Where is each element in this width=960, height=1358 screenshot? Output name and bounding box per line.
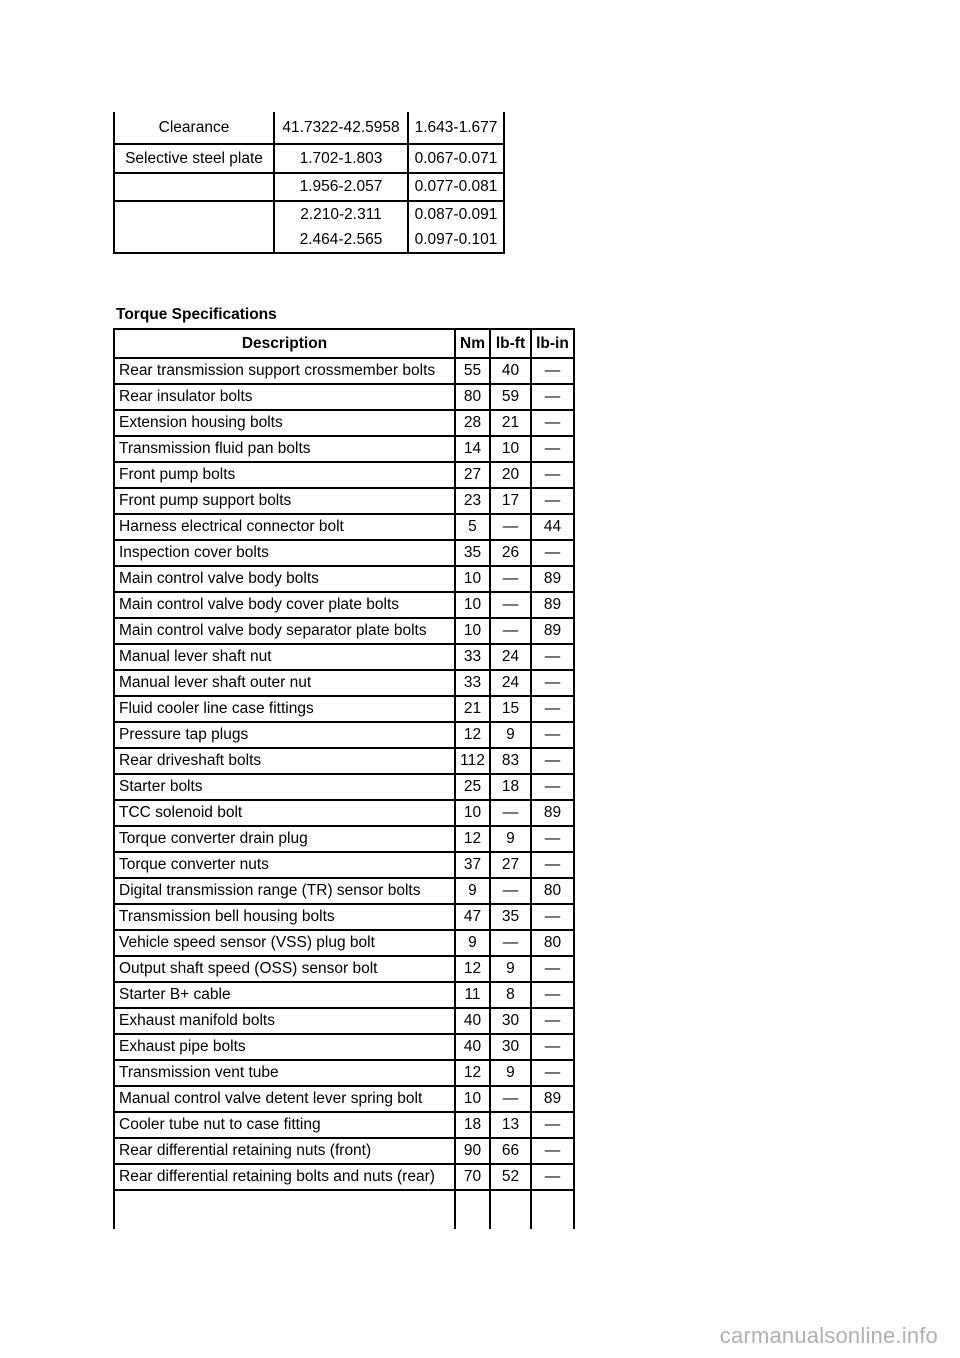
description-cell: Inspection cover bolts <box>114 540 455 566</box>
description-cell: Torque converter nuts <box>114 852 455 878</box>
clearance-row <box>114 227 504 253</box>
table-row <box>114 1138 574 1164</box>
lb-in-cell: — <box>531 1034 574 1060</box>
description-cell: Rear insulator bolts <box>114 384 455 410</box>
lb-in-cell: — <box>531 696 574 722</box>
table-row <box>114 618 574 644</box>
nm-cell: 70 <box>455 1164 490 1190</box>
lb-ft-cell: 66 <box>490 1138 531 1164</box>
description-cell: Main control valve body bolts <box>114 566 455 592</box>
lb-in-cell: — <box>531 358 574 384</box>
lb-in-cell: — <box>531 670 574 696</box>
empty-cell <box>455 1190 490 1229</box>
table-row <box>114 566 574 592</box>
lb-in-cell: — <box>531 748 574 774</box>
lb-in-cell: — <box>531 488 574 514</box>
nm-cell: 23 <box>455 488 490 514</box>
description-cell: Digital transmission range (TR) sensor bolts <box>114 878 455 904</box>
lb-ft-cell: 8 <box>490 982 531 1008</box>
table-row <box>114 384 574 410</box>
lb-in-cell: — <box>531 462 574 488</box>
description-cell: Exhaust pipe bolts <box>114 1034 455 1060</box>
torque-specifications-title: Torque Specifications <box>116 306 277 323</box>
table-row <box>114 852 574 878</box>
lb-ft-cell: 15 <box>490 696 531 722</box>
nm-cell: 112 <box>455 748 490 774</box>
lb-ft-cell: 83 <box>490 748 531 774</box>
table-row <box>114 592 574 618</box>
empty-trailing-row <box>114 1190 574 1229</box>
lb-in-cell: — <box>531 956 574 982</box>
clearance-label-cell <box>114 201 274 227</box>
lb-ft-cell: — <box>490 800 531 826</box>
clearance-in-cell: 0.087-0.091 <box>408 201 504 227</box>
lb-in-cell: — <box>531 982 574 1008</box>
lb-in-cell: 89 <box>531 618 574 644</box>
empty-cell <box>531 1190 574 1229</box>
lb-ft-cell: — <box>490 878 531 904</box>
clearance-table <box>113 112 505 254</box>
description-cell: Vehicle speed sensor (VSS) plug bolt <box>114 930 455 956</box>
table-row <box>114 358 574 384</box>
header-lb-in: lb-in <box>531 329 574 358</box>
nm-cell: 55 <box>455 358 490 384</box>
empty-cell <box>490 1190 531 1229</box>
header-description: Description <box>114 329 455 358</box>
lb-in-cell: — <box>531 1138 574 1164</box>
description-cell: Starter bolts <box>114 774 455 800</box>
lb-ft-cell: 30 <box>490 1034 531 1060</box>
table-row <box>114 1034 574 1060</box>
description-cell: Extension housing bolts <box>114 410 455 436</box>
nm-cell: 28 <box>455 410 490 436</box>
description-cell: Fluid cooler line case fittings <box>114 696 455 722</box>
clearance-in-cell: 0.067-0.071 <box>408 144 504 173</box>
lb-in-cell: — <box>531 384 574 410</box>
table-row <box>114 982 574 1008</box>
description-cell: Transmission fluid pan bolts <box>114 436 455 462</box>
description-cell: Rear driveshaft bolts <box>114 748 455 774</box>
nm-cell: 33 <box>455 670 490 696</box>
clearance-row <box>114 144 504 173</box>
nm-cell: 9 <box>455 878 490 904</box>
nm-cell: 10 <box>455 566 490 592</box>
description-cell: Transmission vent tube <box>114 1060 455 1086</box>
clearance-mm-cell: 1.956-2.057 <box>274 173 408 201</box>
clearance-in-cell: 0.097-0.101 <box>408 227 504 253</box>
clearance-mm-cell: 2.464-2.565 <box>274 227 408 253</box>
table-row <box>114 540 574 566</box>
lb-ft-cell: 20 <box>490 462 531 488</box>
lb-in-cell: 89 <box>531 1086 574 1112</box>
description-cell: Cooler tube nut to case fitting <box>114 1112 455 1138</box>
header-lb-ft: lb-ft <box>490 329 531 358</box>
table-header-row <box>114 329 574 358</box>
lb-in-cell: — <box>531 722 574 748</box>
lb-ft-cell: 30 <box>490 1008 531 1034</box>
lb-in-cell: — <box>531 826 574 852</box>
nm-cell: 35 <box>455 540 490 566</box>
clearance-label-cell <box>114 173 274 201</box>
lb-in-cell: — <box>531 1112 574 1138</box>
nm-cell: 10 <box>455 1086 490 1112</box>
empty-cell <box>114 1190 455 1229</box>
lb-ft-cell: 17 <box>490 488 531 514</box>
lb-ft-cell: 40 <box>490 358 531 384</box>
lb-ft-cell: 21 <box>490 410 531 436</box>
table-row <box>114 436 574 462</box>
nm-cell: 37 <box>455 852 490 878</box>
torque-specifications-table <box>113 328 575 1229</box>
description-cell: Torque converter drain plug <box>114 826 455 852</box>
clearance-mm-cell: 1.702-1.803 <box>274 144 408 173</box>
table-row <box>114 488 574 514</box>
nm-cell: 10 <box>455 800 490 826</box>
nm-cell: 10 <box>455 618 490 644</box>
description-cell: Manual lever shaft outer nut <box>114 670 455 696</box>
table-row <box>114 748 574 774</box>
lb-in-cell: — <box>531 774 574 800</box>
description-cell: Main control valve body cover plate bolts <box>114 592 455 618</box>
lb-in-cell: 80 <box>531 878 574 904</box>
table-row <box>114 1008 574 1034</box>
lb-in-cell: — <box>531 1008 574 1034</box>
description-cell: TCC solenoid bolt <box>114 800 455 826</box>
lb-ft-cell: 10 <box>490 436 531 462</box>
lb-in-cell: — <box>531 1060 574 1086</box>
table-row <box>114 1164 574 1190</box>
nm-cell: 47 <box>455 904 490 930</box>
table-row <box>114 774 574 800</box>
nm-cell: 14 <box>455 436 490 462</box>
description-cell: Rear differential retaining nuts (front) <box>114 1138 455 1164</box>
lb-ft-cell: 26 <box>490 540 531 566</box>
clearance-label-cell: Clearance <box>114 112 274 144</box>
table-row <box>114 1086 574 1112</box>
table-row <box>114 514 574 540</box>
nm-cell: 12 <box>455 956 490 982</box>
table-row <box>114 904 574 930</box>
lb-ft-cell: — <box>490 592 531 618</box>
lb-in-cell: 44 <box>531 514 574 540</box>
clearance-mm-cell: 2.210-2.311 <box>274 201 408 227</box>
lb-ft-cell: 24 <box>490 644 531 670</box>
nm-cell: 80 <box>455 384 490 410</box>
table-row <box>114 722 574 748</box>
description-cell: Main control valve body separator plate bolts <box>114 618 455 644</box>
lb-in-cell: — <box>531 1164 574 1190</box>
table-row <box>114 878 574 904</box>
lb-ft-cell: — <box>490 618 531 644</box>
table-row <box>114 1112 574 1138</box>
lb-in-cell: 89 <box>531 800 574 826</box>
description-cell: Front pump support bolts <box>114 488 455 514</box>
lb-ft-cell: 24 <box>490 670 531 696</box>
lb-ft-cell: 9 <box>490 956 531 982</box>
lb-ft-cell: — <box>490 514 531 540</box>
clearance-in-cell: 0.077-0.081 <box>408 173 504 201</box>
nm-cell: 10 <box>455 592 490 618</box>
description-cell: Rear transmission support crossmember bolts <box>114 358 455 384</box>
lb-ft-cell: — <box>490 930 531 956</box>
clearance-row <box>114 173 504 201</box>
lb-in-cell: — <box>531 436 574 462</box>
lb-ft-cell: 18 <box>490 774 531 800</box>
clearance-label-cell: Selective steel plate <box>114 144 274 173</box>
lb-ft-cell: 9 <box>490 1060 531 1086</box>
table-row <box>114 930 574 956</box>
lb-in-cell: 89 <box>531 592 574 618</box>
clearance-row <box>114 201 504 227</box>
lb-in-cell: — <box>531 540 574 566</box>
description-cell: Harness electrical connector bolt <box>114 514 455 540</box>
nm-cell: 18 <box>455 1112 490 1138</box>
lb-ft-cell: — <box>490 1086 531 1112</box>
nm-cell: 12 <box>455 722 490 748</box>
description-cell: Manual lever shaft nut <box>114 644 455 670</box>
lb-in-cell: 80 <box>531 930 574 956</box>
lb-ft-cell: 35 <box>490 904 531 930</box>
description-cell: Output shaft speed (OSS) sensor bolt <box>114 956 455 982</box>
table-row <box>114 644 574 670</box>
table-row <box>114 1060 574 1086</box>
table-row <box>114 410 574 436</box>
lb-ft-cell: 27 <box>490 852 531 878</box>
table-row <box>114 462 574 488</box>
nm-cell: 40 <box>455 1008 490 1034</box>
lb-in-cell: — <box>531 644 574 670</box>
description-cell: Manual control valve detent lever spring bolt <box>114 1086 455 1112</box>
clearance-mm-cell: 41.7322-42.5958 <box>274 112 408 144</box>
description-cell: Transmission bell housing bolts <box>114 904 455 930</box>
nm-cell: 33 <box>455 644 490 670</box>
watermark: carmanualsonline.info <box>719 1323 938 1348</box>
description-cell: Rear differential retaining bolts and nuts (rear) <box>114 1164 455 1190</box>
nm-cell: 11 <box>455 982 490 1008</box>
table-row <box>114 696 574 722</box>
clearance-in-cell: 1.643-1.677 <box>408 112 504 144</box>
nm-cell: 12 <box>455 1060 490 1086</box>
header-nm: Nm <box>455 329 490 358</box>
lb-in-cell: — <box>531 410 574 436</box>
description-cell: Front pump bolts <box>114 462 455 488</box>
table-row <box>114 670 574 696</box>
nm-cell: 21 <box>455 696 490 722</box>
lb-in-cell: — <box>531 904 574 930</box>
lb-ft-cell: 9 <box>490 722 531 748</box>
clearance-label-cell <box>114 227 274 253</box>
lb-ft-cell: 9 <box>490 826 531 852</box>
clearance-row <box>114 112 504 144</box>
nm-cell: 27 <box>455 462 490 488</box>
description-cell: Pressure tap plugs <box>114 722 455 748</box>
description-cell: Exhaust manifold bolts <box>114 1008 455 1034</box>
lb-in-cell: 89 <box>531 566 574 592</box>
nm-cell: 5 <box>455 514 490 540</box>
nm-cell: 90 <box>455 1138 490 1164</box>
nm-cell: 12 <box>455 826 490 852</box>
table-row <box>114 800 574 826</box>
lb-ft-cell: 59 <box>490 384 531 410</box>
nm-cell: 40 <box>455 1034 490 1060</box>
table-row <box>114 826 574 852</box>
table-row <box>114 956 574 982</box>
nm-cell: 25 <box>455 774 490 800</box>
nm-cell: 9 <box>455 930 490 956</box>
lb-ft-cell: 13 <box>490 1112 531 1138</box>
lb-ft-cell: 52 <box>490 1164 531 1190</box>
description-cell: Starter B+ cable <box>114 982 455 1008</box>
lb-in-cell: — <box>531 852 574 878</box>
lb-ft-cell: — <box>490 566 531 592</box>
